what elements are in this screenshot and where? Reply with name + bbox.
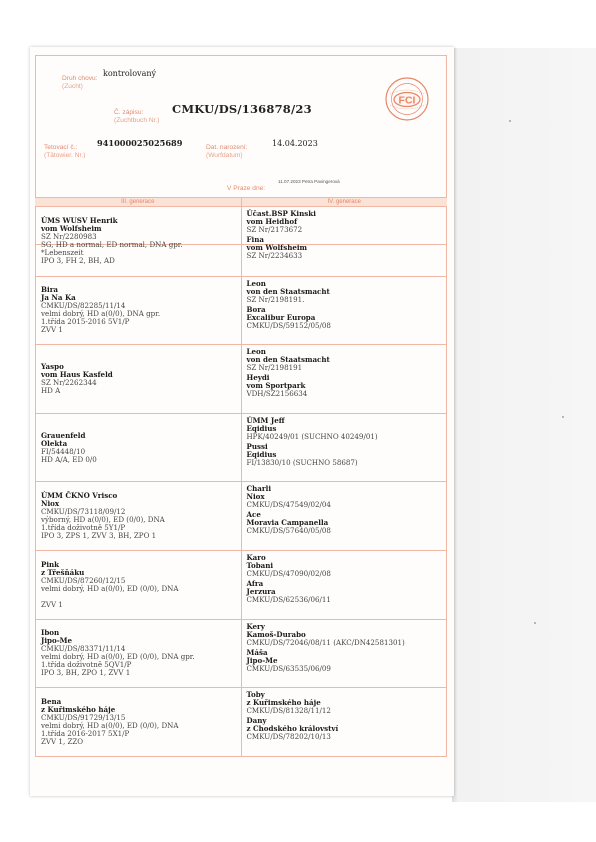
ancestor-info: velmi dobrý, HD a(0/0), ED (0/0), DNA [41,583,179,593]
generation-third-label: III. generace [121,199,155,205]
sire-registration: CMKU/DS/81328/11/12 [246,706,331,716]
fourth-gen-cell [241,207,447,276]
sire-kennel: vom Heidhof [246,217,298,226]
sire-kennel: z Kuřimského háje [246,698,321,708]
fourth-gen-cell [241,414,447,482]
dam-kennel: vom Wolfsheim [246,243,308,252]
sire-name: Leon [246,347,266,357]
ancestor-info: velmi dobrý, HD a(0/0), ED (0/0), DNA gpr. [41,652,195,662]
pedigree-table [35,207,447,757]
ancestor-info: velmi dobrý, HD a(0/0), DNA gpr. [41,309,161,319]
breeding-type-value: kontrolovaný [103,69,157,78]
ancestor-info: IPO 3, ZPS 1, ZVV 3, BH, ZPO 1 [41,531,157,541]
dam-name: Ace [246,510,261,520]
sire-kennel: von den Staatsmacht [246,355,330,365]
ancestor-info: IPO 3, BH, ZPO 1, ZVV 1 [41,668,131,678]
tattoo-label [44,144,85,160]
ancestor-name: ÚMM ČKNO Vrisco [41,491,118,501]
ancestor-kennel: z Kuřimského háje [41,704,116,714]
ancestor-info: FI/54448/10 [41,446,86,456]
birth-date-label [206,144,247,160]
ancestor-info: SZ Nr/2262344 [41,377,97,387]
sire-name: Karo [246,552,266,562]
dam-kennel: Excalibur Europa [246,312,316,322]
ancestor-info: CMKU/DS/91729/13/15 [41,712,126,722]
third-gen-cell [36,277,241,345]
sire-name: Účast.BSP Kinski [246,209,316,218]
scan-speck [534,622,536,624]
fourth-gen-cell [241,277,447,345]
sire-registration: CMKU/DS/47549/02/04 [246,500,331,510]
fci-logo-text: FCI [398,94,416,107]
fourth-gen-cell [241,345,447,413]
sire-registration: SZ Nr/2198191. [246,294,305,304]
sire-name: Leon [246,278,266,288]
pedigree-row [36,481,446,550]
tattoo-number: 941000025025689 [97,138,183,148]
registration-label-cz: Č. zápisu: [114,109,144,116]
breeding-type-label [62,75,98,91]
pedigree-row [36,619,446,688]
pedigree-row [36,687,446,756]
scan-speck [509,120,511,122]
ancestor-info: SG, HD a normal, ED normal, DNA gpr. [41,240,183,250]
ancestor-info: CMKU/DS/82285/11/14 [41,301,126,311]
ancestor-name: Yaspo [41,361,64,371]
third-gen-cell [36,620,241,688]
ancestor-info: HD A/A, ED 0/0 [41,454,97,464]
fci-logo-icon [384,76,430,122]
sire-name: Kery [246,621,265,631]
generation-fourth-label: IV. generace [241,198,448,206]
sire-name: Charli [246,484,272,494]
ancestor-info [41,593,236,601]
ancestor-info: *Lebenszeit [41,248,84,258]
dam-registration: CMKU/DS/62536/06/11 [246,594,331,604]
fourth-gen-cell [241,688,447,756]
dam-name: Bora [246,304,266,314]
dam-kennel: Moravia Campanella [246,518,329,528]
birth-date-value: 14.04.2023 [272,139,318,148]
issue-signature: 11.07.2023 Petra Pavingerová [278,179,340,184]
ancestor-info: IPO 3, FH 2, BH, AD [41,256,115,266]
ancestor-name: ÚMS WUSV Henrik [41,216,118,226]
ancestor-kennel: Jipo-Me [41,636,73,646]
ancestor-kennel: Ja Na Ka [41,293,76,303]
scanner-background [452,48,596,802]
registration-number: CMKU/DS/136878/23 [172,102,312,116]
ancestor-info: CMKU/DS/87260/12/15 [41,575,126,585]
dam-registration: FI/13830/10 (SUCHNO 58687) [246,457,358,467]
third-gen-cell [36,551,241,619]
dam-registration: CMKU/DS/78202/10/13 [246,732,331,742]
dam-kennel: Jerzura [246,586,276,596]
breeding-type-label-cz: Druh chovu: [62,75,98,82]
dam-name: Fina [246,235,264,244]
sire-name: ÚMM Jeff [246,415,285,425]
ancestor-kennel: Niox [41,499,60,509]
ancestor-info: velmi dobrý, HD a(0/0), ED (0/0), DNA [41,720,179,730]
ancestor-info: SZ Nr/2280983 [41,232,97,242]
registration-label-de: (Zuchtbuch Nr.) [114,117,160,124]
ancestor-info: ZVV 1 [41,325,63,335]
dam-registration: CMKU/DS/57640/05/08 [246,526,331,536]
ancestor-info: ZVV 1, ZZO [41,736,84,746]
dam-kennel: Eqidius [246,449,277,459]
ancestor-name: Pink [41,559,60,569]
dam-kennel: Jipo-Me [246,655,278,665]
ancestor-info: CMKU/DS/83371/11/14 [41,644,126,654]
tattoo-label-cz: Tetovací č.: [44,144,78,151]
sire-registration: SZ Nr/2198191 [246,363,303,373]
sire-kennel: von den Staatsmacht [246,286,330,296]
sire-registration: CMKU/DS/47090/02/08 [246,568,331,578]
ancestor-info: HD A [41,385,61,395]
ancestor-info: ZVV 1 [41,599,63,609]
fourth-gen-cell [241,482,447,550]
ancestor-name: Bena [41,696,62,706]
sire-registration: CMKU/DS/72046/08/11 (AKC/DN42581301) [246,637,405,647]
birth-date-label-cz: Dat. narození: [206,144,248,151]
third-gen-cell [36,688,241,756]
ancestor-kennel: z Třešňáku [41,567,85,577]
sire-kennel: Kamoš-Durabo [246,629,306,639]
sire-kennel: Niox [246,492,265,502]
third-gen-cell [36,482,241,550]
ancestor-info: CMKU/DS/73118/09/12 [41,507,126,517]
ancestor-info: 1.třída 2015-2016 5V1/P [41,317,130,327]
dam-registration: CMKU/DS/63535/06/09 [246,663,331,673]
pedigree-row [36,413,446,482]
issue-date-label: V Praze dne: [227,185,266,192]
pedigree-row [36,276,446,345]
dam-registration: VDH/SZ2156634 [246,389,308,399]
dam-kennel: vom Sportpark [246,381,306,391]
sire-registration: HPK/40249/01 (SUCHNO 40249/01) [246,431,378,441]
dam-kennel: z Chodského království [246,724,339,734]
ancestor-info: 1.třída doživotně 5Y1/P [41,523,126,533]
ancestor-kennel: vom Haus Kasfeld [41,369,113,379]
birth-date-label-de: (Wurfdatum) [206,152,243,159]
third-gen-cell [36,414,241,482]
pedigree-document [30,47,454,796]
fourth-gen-cell [241,551,447,619]
sire-registration: SZ Nr/2173672 [246,225,303,234]
dam-name: Heydi [246,373,270,383]
sire-name: Toby [246,690,265,700]
breeding-type-label-de: (Zucht) [62,83,83,90]
dam-registration: CMKU/DS/59152/05/08 [246,320,331,330]
dam-name: Máša [246,647,268,657]
ancestor-name: Grauenfeld [41,430,86,440]
pedigree-row [36,344,446,413]
tattoo-label-de: (Tätowier. Nr.) [44,152,86,159]
dam-name: Afra [246,578,264,588]
sire-kennel: Eqidius [246,423,277,433]
pedigree-row [36,207,446,276]
registration-label [114,109,159,125]
ancestor-name: Bira [41,285,59,295]
scan-speck [562,416,564,418]
ancestor-name: Ibon [41,628,60,638]
dam-registration: SZ Nr/2234633 [246,251,303,260]
generation-header [35,197,447,207]
ancestor-info: 1.třída 2016-2017 5X1/P [41,728,130,738]
third-gen-cell [36,345,241,413]
dam-name: Pussi [246,441,268,451]
dam-name: Dany [246,716,267,726]
ancestor-info: 1.třída doživotně 5QV1/P [41,660,132,670]
sire-kennel: Tobani [246,560,274,570]
ancestor-kennel: Olekta [41,438,68,448]
third-gen-cell [36,207,241,276]
pedigree-row [36,550,446,619]
ancestor-info: výborný, HD a(0/0), ED (0/0), DNA [41,515,165,525]
fourth-gen-cell [241,620,447,688]
ancestor-kennel: vom Wolfsheim [41,224,102,234]
